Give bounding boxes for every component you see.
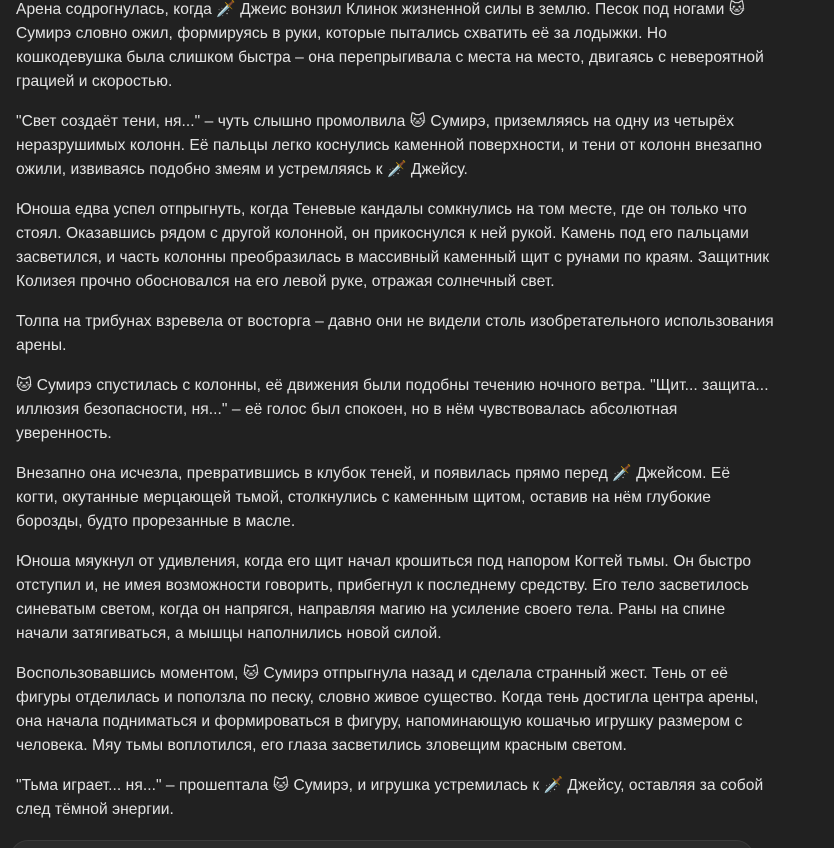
- message-input-edge[interactable]: [10, 840, 754, 848]
- story-paragraph-9: "Тьма играет... ня..." – прошептала 🐱 Сумирэ, и игрушка устремилась к 🗡️ Джейсу, оставляя за собой след тёмной энергии.: [16, 777, 764, 818]
- story-paragraph-7: Юноша мяукнул от удивления, когда его щит начал крошиться под напором Когтей тьмы. Он быстро отступил и, не имея возможности говорить, прибегнул к последнему средству. Его тело засветилось синеватым светом, когда он напрягся, направляя магию на усиление своего тела. Раны на спине начали затягиваться, а мышцы наполнились новой силой.: [16, 553, 752, 642]
- story-paragraph-2: "Свет создаёт тени, ня..." – чуть слышно промолвила 🐱 Сумирэ, приземляясь на одну из четырёх неразрушимых колонн. Её пальцы легко коснулись каменной поверхности, и тени от колонн внезапно ожили, извиваясь подобно змеям и устремляясь к 🗡️ Джейсу.: [16, 113, 763, 178]
- story-paragraph-8: Воспользовавшись моментом, 🐱 Сумирэ отпрыгнула назад и сделала странный жест. Тень от её фигуры отделилась и поползла по песку, словно живое существо. Когда тень достигла центра арены, она начала подниматься и формироваться в фигуру, напоминающую кошачью игрушку размером с человека. Мяу тьмы воплотился, его глаза засветились зловещим красным светом.: [16, 665, 759, 754]
- story-paragraph-1: Арена содрогнулась, когда 🗡️ Джеис вонзил Клинок жизненной силы в землю. Песок под ногами 🐱 Сумирэ словно ожил, формируясь в руки, которые пытались схватить её за лодыжки. Но кошкодевушка была слишком быстра – она перепрыгивала с места на место, двигаясь с невероятной грацией и скоростью.: [16, 1, 764, 90]
- story-paragraph-3: Юноша едва успел отпрыгнуть, когда Теневые кандалы сомкнулись на том месте, где он только что стоял. Оказавшись рядом с другой колонной, он прикоснулся к ней рукой. Камень под его пальцами засветился, и часть колонны преобразилась в массивный каменный щит с рунами по краям. Защитник Колизея прочно обосновался на его левой руке, отражая солнечный свет.: [16, 201, 770, 290]
- story-text: [16, 0, 776, 838]
- story-paragraph-4: Толпа на трибунах взревела от восторга – давно они не видели столь изобретательного использования арены.: [16, 313, 774, 354]
- story-paragraph-5: 🐱 Сумирэ спустилась с колонны, её движения были подобны течению ночного ветра. "Щит... защита... иллюзия безопасности, ня..." – её голос был спокоен, но в нём чувствовалась абсолютная уверенность.: [16, 377, 769, 442]
- story-paragraph-6: Внезапно она исчезла, превратившись в клубок теней, и появилась прямо перед 🗡️ Джейсом. Её когти, окутанные мерцающей тьмой, столкнулись с каменным щитом, оставив на нём глубокие борозды, будто прорезанные в масле.: [16, 465, 731, 530]
